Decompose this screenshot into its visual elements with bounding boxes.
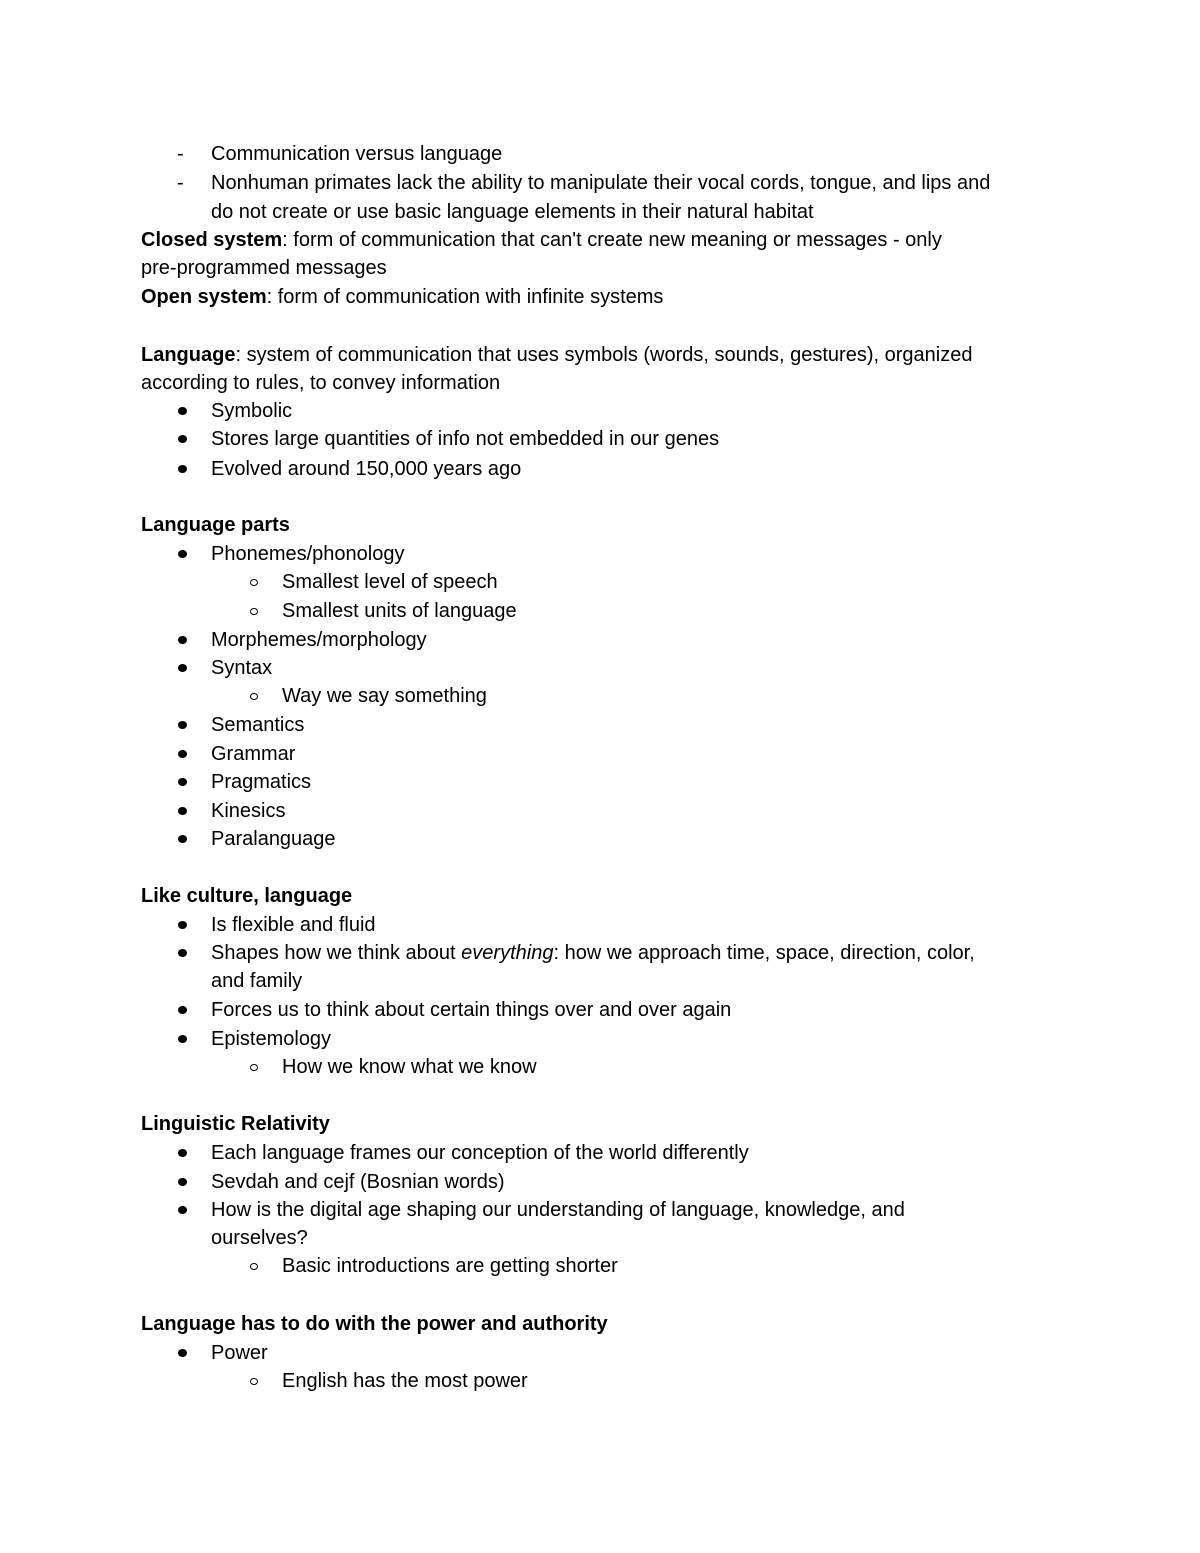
bullet-circle-icon [250, 1064, 258, 1071]
list-item: Paralanguage [211, 828, 336, 850]
list-item-continuation: do not create or use basic language elements in their natural habitat [211, 201, 814, 223]
sub-list-item: Basic introductions are getting shorter [282, 1255, 618, 1277]
list-item: Communication versus language [211, 143, 503, 165]
list-item: Kinesics [211, 800, 286, 822]
bullet-circle-icon [250, 1263, 258, 1270]
bullet-disc-icon [178, 949, 187, 957]
list-item-continuation: and family [211, 970, 303, 992]
bullet-disc-icon [178, 835, 187, 843]
bullet-disc-icon [178, 550, 187, 558]
term-language: Language [141, 344, 236, 366]
list-item: Nonhuman primates lack the ability to manipulate their vocal cords, tongue, and lips and [211, 172, 991, 194]
dash-marker: - [177, 143, 184, 165]
bullet-disc-icon [178, 778, 187, 786]
bullet-disc-icon [178, 921, 187, 929]
bullet-circle-icon [250, 693, 258, 700]
list-item: Sevdah and cejf (Bosnian words) [211, 1171, 505, 1193]
bullet-disc-icon [178, 1149, 187, 1157]
sub-list-item: English has the most power [282, 1370, 528, 1392]
list-item: Is flexible and fluid [211, 914, 376, 936]
sub-list-item: How we know what we know [282, 1056, 537, 1078]
item-text: : how we approach time, space, direction, color, [553, 942, 975, 964]
heading-text: Language has to do with the power and authority [141, 1313, 608, 1335]
list-item: Phonemes/phonology [211, 543, 405, 565]
section-heading [141, 882, 352, 910]
heading-text: Like culture, language [141, 885, 353, 907]
sub-list-item: Smallest level of speech [282, 571, 498, 593]
list-item: How is the digital age shaping our understanding of language, knowledge, and [211, 1199, 905, 1221]
list-item: Semantics [211, 714, 305, 736]
list-item: Stores large quantities of info not embedded in our genes [211, 428, 720, 450]
list-item: Pragmatics [211, 771, 312, 793]
definition-continuation: according to rules, to convey information [141, 372, 501, 394]
list-item: Symbolic [211, 400, 293, 422]
definition-text: : form of communication with infinite systems [266, 286, 664, 308]
section-heading [141, 1110, 330, 1138]
bullet-disc-icon [178, 1349, 187, 1357]
definition-open-system [141, 283, 663, 311]
bullet-disc-icon [178, 465, 187, 473]
section-heading [141, 1310, 608, 1338]
sub-list-item: Smallest units of language [282, 600, 517, 622]
bullet-disc-icon [178, 807, 187, 815]
bullet-disc-icon [178, 721, 187, 729]
bullet-circle-icon [250, 1378, 258, 1385]
bullet-disc-icon [178, 435, 187, 443]
definition-text: : form of communication that can't create new meaning or messages - only [282, 229, 942, 251]
bullet-disc-icon [178, 636, 187, 644]
definition-closed-system [141, 226, 942, 254]
term-closed-system: Closed system [141, 229, 283, 251]
list-item [211, 939, 975, 967]
list-item-continuation: ourselves? [211, 1227, 308, 1249]
list-item: Forces us to think about certain things over and over again [211, 999, 732, 1021]
definition-continuation: pre-programmed messages [141, 257, 387, 279]
bullet-disc-icon [178, 1035, 187, 1043]
bullet-disc-icon [178, 1006, 187, 1014]
bullet-disc-icon [178, 750, 187, 758]
bullet-disc-icon [178, 407, 187, 415]
list-item: Syntax [211, 657, 273, 679]
bullet-disc-icon [178, 1206, 187, 1214]
item-emphasis: everything [461, 942, 554, 964]
definition-text: : system of communication that uses symbols (words, sounds, gestures), organized [235, 344, 973, 366]
list-item: Evolved around 150,000 years ago [211, 458, 522, 480]
heading-text: Language parts [141, 514, 290, 536]
sub-list-item: Way we say something [282, 685, 487, 707]
list-item: Power [211, 1342, 268, 1364]
bullet-circle-icon [250, 579, 258, 586]
heading-text: Linguistic Relativity [141, 1113, 330, 1135]
item-text: Shapes how we think about [211, 942, 462, 964]
bullet-circle-icon [250, 608, 258, 615]
section-heading [141, 511, 290, 539]
definition-language [141, 341, 972, 369]
term-open-system: Open system [141, 286, 267, 308]
dash-marker: - [177, 172, 184, 194]
list-item: Each language frames our conception of the world differently [211, 1142, 749, 1164]
list-item: Morphemes/morphology [211, 629, 427, 651]
bullet-disc-icon [178, 1178, 187, 1186]
list-item: Grammar [211, 743, 296, 765]
bullet-disc-icon [178, 664, 187, 672]
list-item: Epistemology [211, 1028, 332, 1050]
